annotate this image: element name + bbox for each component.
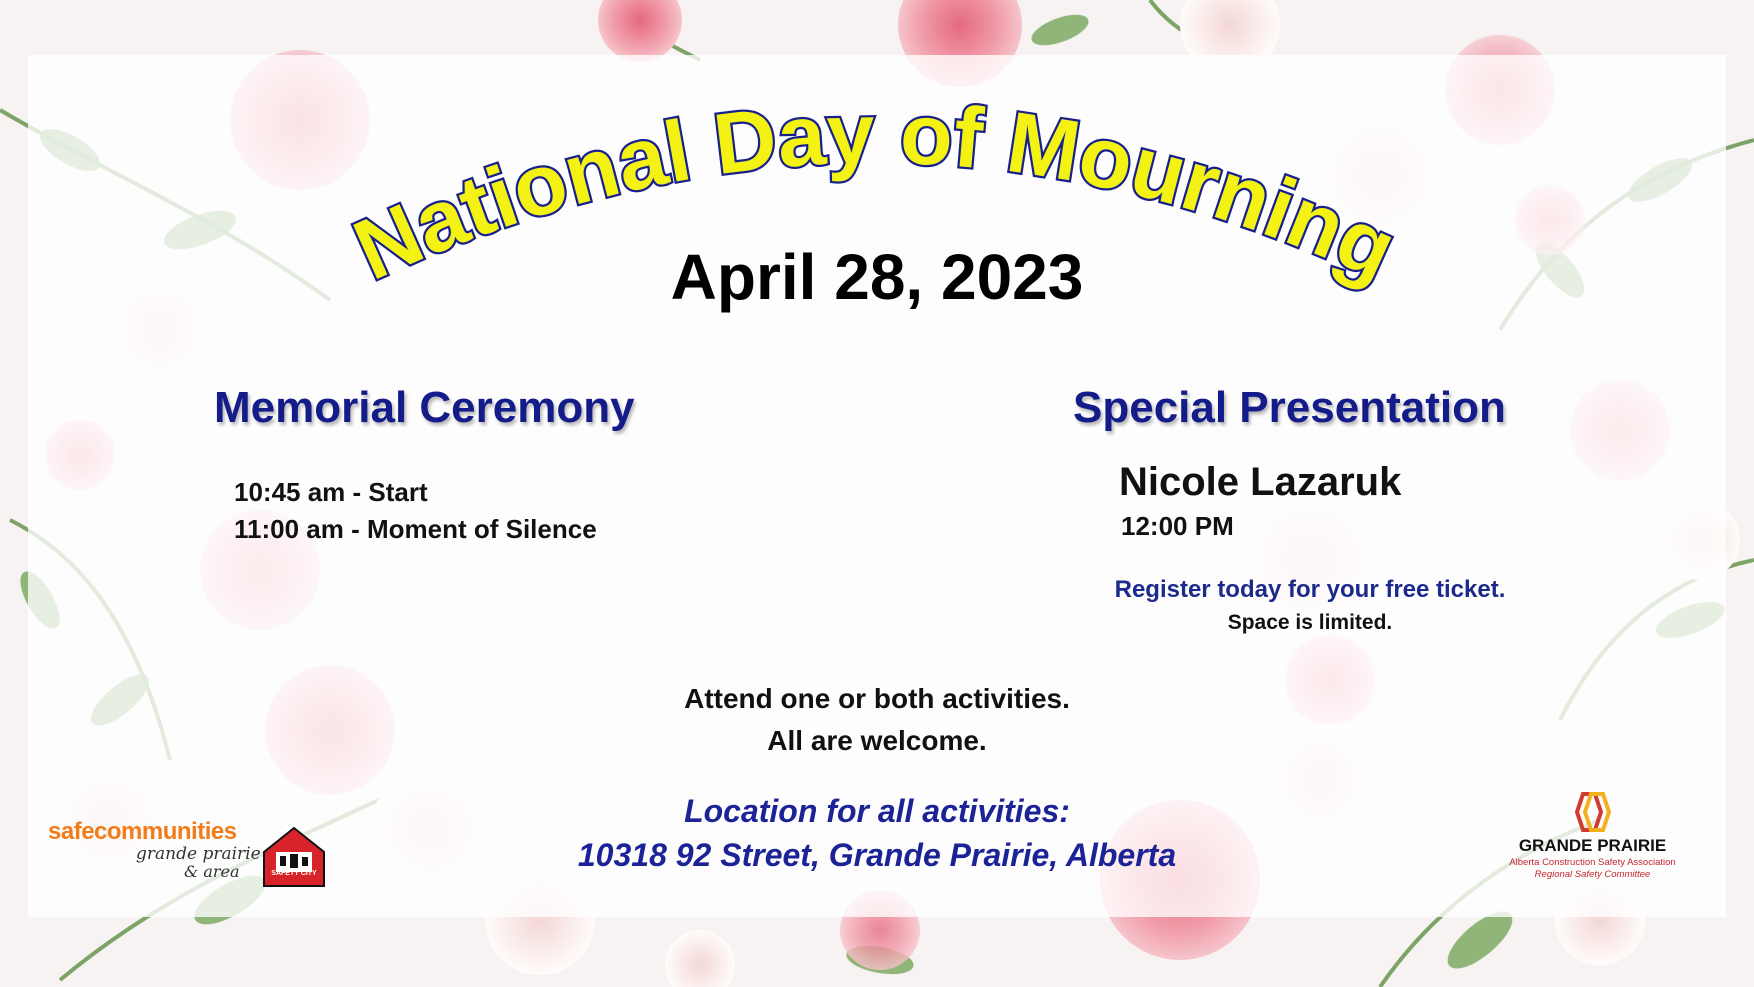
space-limited-note: Space is limited. (1227, 611, 1393, 634)
safe-communities-sub1: grande prairie (136, 844, 261, 864)
grande-prairie-acsa-logo (1495, 790, 1690, 890)
memorial-ceremony-heading: Memorial Ceremony (214, 383, 635, 432)
schedule-start: 10:45 am - Start (234, 477, 428, 507)
acsa-hexagon-icon (1569, 790, 1617, 834)
safe-communities-wordmark: safecommunities (48, 818, 237, 845)
gp-logo-sub2: Regional Safety Committee (1534, 869, 1651, 880)
invitation-line-2: All are welcome. (767, 725, 987, 756)
gp-logo-sub1: Alberta Construction Safety Association (1509, 857, 1676, 868)
presentation-time: 12:00 PM (1121, 511, 1234, 541)
register-text: Register today for your free ticket. (1114, 576, 1506, 603)
event-date: April 28, 2023 (670, 241, 1084, 313)
invitation-line-1: Attend one or both activities. (684, 683, 1070, 714)
safe-communities-logo (44, 818, 334, 898)
safety-city-badge-icon (262, 826, 326, 888)
safe-communities-sub2: & area (184, 862, 240, 881)
gp-logo-title: GRANDE PRAIRIE (1518, 836, 1667, 855)
location-label: Location for all activities: (684, 793, 1070, 829)
safety-city-badge-text: SAFETY CITY (271, 870, 317, 877)
special-presentation-heading: Special Presentation (1073, 383, 1506, 432)
speaker-name: Nicole Lazaruk (1119, 460, 1402, 504)
location-address: 10318 92 Street, Grande Prairie, Alberta (577, 837, 1177, 873)
event-title-text: National Day of Mourning (340, 85, 1410, 299)
schedule-moment-of-silence: 11:00 am - Moment of Silence (234, 514, 597, 544)
